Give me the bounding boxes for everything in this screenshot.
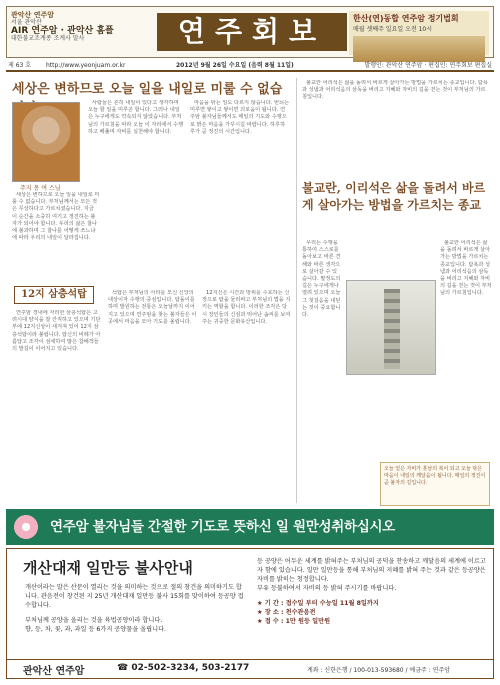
article3-headline: 불교란, 이리석은 삶을 돌려서 바르게 살아가는 방법을 가르치는 종교 [302,181,486,212]
article2-text-3: 12지신은 시간과 방위를 수호하는 신장으로 탑을 둘러싸고 부처님의 법을 지키는 역할을 합니다. 이러한 조각은 당시 장인들의 신심과 뛰어난 솜씨를 보여주는 귀중한 문화유산입니다. [202,290,291,325]
article2-column-2 [108,290,198,500]
service-ad-image [353,36,485,62]
column-divider [296,78,297,503]
article1-column-1 [12,192,100,282]
stone-pagoda [384,289,400,369]
article3-column-2 [440,240,492,458]
service-ad-title: 한산(연)동합 연주암 정기법회 [353,14,459,23]
article2-text-2: 석탑은 부처님의 사리를 모신 신앙의 대상이자 수행의 중심입니다. 탑돌이를 하며 발원하는 전통은 오늘날까지 이어지고 있으며 연주암을 찾는 불자들은 이곳에서 마음을 모아 기도를 올립니다. [108,290,197,325]
lantern-offering-notice [6,548,494,679]
article1-column-2 [88,100,184,280]
notice-right-paragraph-2: 부유 등불하여서 자비의 등 밝혀 주시기를 바랍니다. [257,585,397,592]
service-ad [349,11,489,55]
pagoda-photo [346,280,436,375]
notice-schedule [257,599,489,626]
newsletter-title: 연주회보 [157,13,347,51]
temple-info [11,11,131,55]
article3-text-3: 불교란 어리석은 삶을 돌려서 바르게 살아가는 방법을 가르치는 종교입니다. 탐욕과 성냄과 어리석음의 삼독을 버리고 지혜와 자비의 길을 걷는 것이 부처님의 가르침입니다. [440,240,492,297]
temple-location: 서울 관악산 [11,19,42,26]
issue-number: 제 63 호 [8,62,32,69]
notice-period: ★ 기 간 : 접수일 부터 수능일 11월 8일까지 [257,600,379,607]
notice-title: 개산대재 일만등 불사안내 [23,559,193,577]
temple-tagline: AIR 연주암 · 관악산 홈플 [11,26,114,36]
website-link[interactable]: http://www.yeonjuam.or.kr [46,62,126,69]
monk-portrait-photo [12,102,80,182]
article1-text-2: 사람들은 흔히 내일이 있다고 생각하며 오늘 할 일을 미루곤 합니다. 그러나 내일은 누구에게도 약속되지 않았습니다. 부처님의 가르침을 따라 오늘 이 자리에서 수행하고 베풀며 자비를 실천해야 합니다. [88,100,184,135]
masthead-header [6,6,494,58]
issue-date: 2012년 9월 26일 수요일 (음력 8월 11일) [176,62,294,69]
footer-bank-account: 계좌 : 신한은행 / 100-013-593680 / 예금주 : 연주암 [307,667,451,674]
article3-text-1: 불교란 어리석은 삶을 돌려서 바르게 살아가는 방법을 가르치는 종교입니다. 탐욕과 성냄과 어리석음의 삼독을 버리고 지혜와 자비의 길을 걷는 것이 부처님의 가르침입니다. [302,80,488,101]
banner-text: 연주암 불자님들 간절한 기도로 뜻하신 일 원만성취하십시오 [50,519,395,535]
notice-details [257,557,489,626]
article2-column-1 [12,310,102,500]
article2-headline: 12지 삼층석탑 [14,286,94,304]
article1-text-3: 마음을 닦는 일도 다르지 않습니다. 번뇌는 미루면 쌓이고 쌓이면 괴로움이 됩니다. 연주암 불자님들께서도 매일의 기도와 수행으로 밝은 마음을 가꾸시길 바랍니다. 하루하루가 곧 정진의 시간입니다. [190,100,290,135]
notice-paragraph-2: 부처님께 공양을 올리는 것을 육법공양이라 합니다. [25,617,163,624]
temple-name: 관악산 연주암 [11,11,55,19]
article2-column-3 [202,290,292,500]
notice-footer [7,659,493,679]
article3-intro [302,80,490,176]
article3-text-2: 우리는 수행을 통하여 스스로를 돌아보고 바른 견해와 바른 생각으로 살아갈 수 있습니다. 팔정도의 길은 누구에게나 열려 있으며 오늘 그 첫걸음을 내딛는 것이 중요합니다. [302,240,341,319]
article1-column-3 [190,100,290,280]
prayer-banner [6,509,494,545]
article1-text-1: 세상은 변하므로 오늘 일을 내일로 미룰 수 없습니다. 부처님께서는 모든 것은 무상하다고 가르치셨습니다. 지금 이 순간을 소중히 여기고 정진하는 불자가 되어야 합니다. 우리의 삶은 찰나에 불과하며 그 찰나를 어떻게 쓰느냐에 따라 우리의 내일이 달라집니다. [12,192,100,242]
publisher-info: 발행인: 관악산 연주암 · 편집인: 연주회보 편집실 [364,62,492,69]
poem-box: 오늘 얻은 자비가 훗날의 복이 되고 오늘 닦은 마음이 내일의 깨달음이 됩니다. 매일의 정진이 곧 불자의 길입니다. [380,462,490,506]
notice-paragraph-1: 개산이라는 말은 산문이 열리는 것을 의미하는 것으로 절의 창건을 의미하기도 합니다. 관음전이 창건된 지 25년 개산대재 일만등 불사 15회를 맞이하여 등공양 접수합니다. [25,584,244,609]
temple-affiliation: 대한불교조계종 조계사 말사 [11,35,85,42]
notice-body [25,583,247,634]
lotus-icon [12,513,40,541]
issue-info-bar [6,60,494,72]
footer-temple-name: 관악산 연주암 [23,666,85,677]
notice-right-paragraph-1: 등 공양은 어두운 세계를 밝혀주는 부처님의 공덕을 찬송하고 깨달음의 세계에 이르고자 함에 있습니다. 일만 일만등을 통해 부처님의 지혜를 밝혀 주는 것과 같은 등공양은 자비를 밝히는 청정합니다. [257,558,486,583]
notice-fee: ★ 접 수 : 1만 원등 일만원 [257,618,331,625]
footer-phone[interactable]: ☎ 02-502-3234, 503-2177 [117,663,250,673]
article1-headline: 세상은 변하므로 오늘 일을 내일로 미룰 수 없습 [12,82,283,97]
photo-caption: 주지 몽 여 스님 [20,185,61,192]
notice-paragraph-3: 향, 등, 차, 꽃, 과, 과일 등 6가지 공양물을 올립니다. [25,626,167,633]
notice-location: ★ 장 소 : 천수관음전 [257,609,316,616]
article2-text-1: 연주암 경내에 자리한 삼층석탑은 고려시대 양식을 잘 간직하고 있으며 기단부에 12지신상이 새겨져 있어 12지 삼층석탑이라 불립니다. 탑신의 비례가 아름답고 조각이 섬세하여 많은 참배객들의 발길이 이어지고 있습니다. [12,310,101,353]
article3-column-1 [302,240,342,460]
service-ad-subtitle: 매월 셋째주 일요일 오전 10시 [353,26,433,33]
